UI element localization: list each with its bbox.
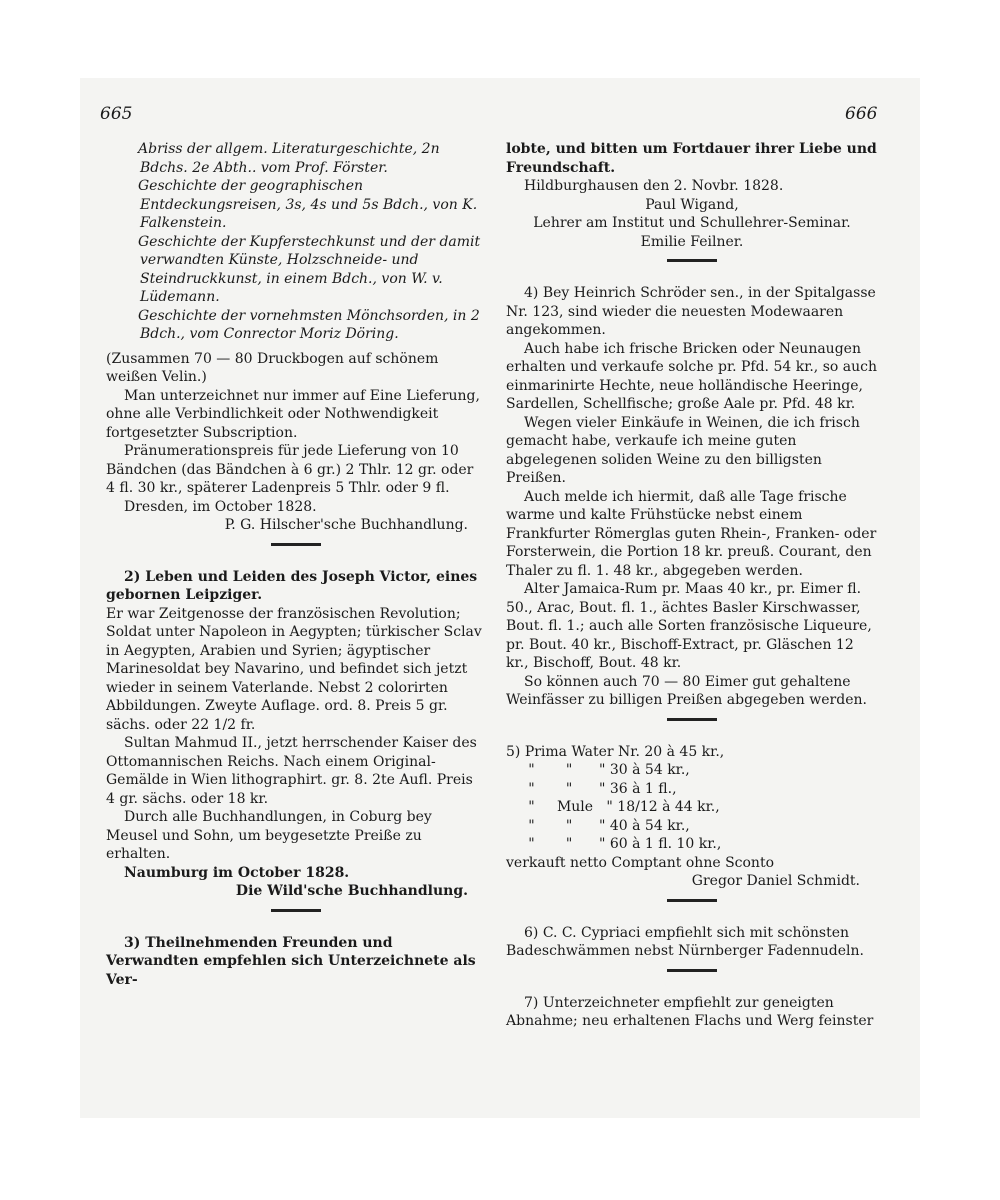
price-row: " " " 40 à 54 kr., [506,817,690,834]
ad-3-text: 3) Theilnehmenden Freunden und Verwandten empfehlen sich Unterzeichnete als Ver- [106,934,476,988]
page-number-left: 665 [100,104,133,124]
ad-4-intro: 4) Bey Heinrich Schröder sen., in der Spitalgasse Nr. 123, sind wieder die neuesten Modewaaren angekommen. [506,285,876,338]
ad-2-title: 2) Leben und Leiden des Joseph Victor, eines gebornen Leipziger. [106,568,478,603]
ad-4-paragraph: Auch habe ich frische Bricken oder Neunaugen erhalten und verkaufe solche pr. Pfd. 54 kr., so auch einmarinirte Hechte, neue holländische Heeringe, Sardellen, Schellfische; große Aale pr. Pfd. 48 kr. [506,340,877,412]
separator-rule [667,718,717,721]
separator-rule [667,899,717,902]
ad-4-paragraph: So können auch 70 — 80 Eimer gut gehaltene Weinfässer zu billigen Preißen abgegeben werden. [506,673,867,708]
publisher-signature: P. G. Hilscher'sche Buchhandlung. [224,517,468,533]
left-column [106,140,486,989]
subscription-note: Man unterzeichnet nur immer auf Eine Lieferung, ohne alle Verbindlichkeit oder Nothwendigkeit fortgesetzter Subscription. [106,387,480,441]
ad-4-paragraph: Wegen vieler Einkäufe in Weinen, die ich frisch gemacht habe, verkaufe ich meine guten abgelegenen soliden Weine zu den billigsten Preißen. [506,414,860,486]
price-row: " " " 30 à 54 kr., [506,762,690,778]
page-number-right: 666 [845,104,878,124]
price-row: " " " 36 à 1 fl., [506,780,677,797]
place-date: Dresden, im October 1828. [124,498,317,515]
separator-rule [667,969,717,972]
ad-3-continuation: lobte, und bitten um Fortdauer ihrer Liebe und Freundschaft. [506,141,877,176]
price-note: Pränumerationspreis für jede Lieferung von 10 Bändchen (das Bändchen à 6 gr.) 2 Thlr. 12 gr. oder 4 fl. 30 kr., späterer Ladenpreis 5 Thlr. oder 9 fl. [106,443,474,496]
ad-4-paragraph: Auch melde ich hiermit, daß alle Tage frische warme und kalte Frühstücke nebst einem Frankfurter Römerglas guten Rhein-, Franken- oder Forsterwein, die Portion 18 kr. preuß. Courant, den Thaler zu fl. 1. 48 kr., abgegeben werden. [506,488,877,579]
ad-5-sale-terms: verkauft netto Comptant ohne Sconto [506,854,774,871]
volume-note: (Zusammen 70 — 80 Druckbogen auf schönem weißen Velin.) [106,350,439,385]
separator-rule [271,543,321,546]
ad-5-seller: Gregor Daniel Schmidt. [691,873,860,889]
ad-3-name-1: Paul Wigand, [645,196,739,213]
price-row: " " " 60 à 1 fl. 10 kr., [506,836,722,852]
separator-rule [271,909,321,912]
ad-7-text: 7) Unterzeichneter empfiehlt zur geneigten Abnahme; neu erhaltenen Flachs und Werg feinster [506,994,874,1029]
ad-2-distribution: Durch alle Buchhandlungen, in Coburg bey Meusel und Sohn, um beygesetzte Preiße zu erhalten. [106,809,432,862]
ad-3-place-date: Hildburghausen den 2. Novbr. 1828. [524,178,784,194]
ad-5-price-list [506,743,878,854]
ad-2-publisher: Die Wild'sche Buchhandlung. [235,883,468,899]
ad-2-place-date: Naumburg im October 1828. [124,864,350,881]
book-entry: Geschichte der Kupferstechkunst und der damit verwandten Künste, Holzschneide- und Steindruckkunst, in einem Bdch., von W. v. Lüdemann. [138,233,481,305]
ad-6-text: 6) C. C. Cypriaci empfiehlt sich mit schönsten Badeschwämmen nebst Nürnberger Fadennudeln. [506,924,864,959]
ad-3-role: Lehrer am Institut und Schullehrer-Seminar. [533,215,851,231]
book-entry: Abriss der allgem. Literaturgeschichte, 2n Bdchs. 2e Abth.. vom Prof. Förster. [138,141,440,176]
ad-4-paragraph: Alter Jamaica-Rum pr. Maas 40 kr., pr. Eimer fl. 50., Arac, Bout. fl. 1., ächtes Basler Kirschwasser, Bout. fl. 1.; auch alle Sorten französische Liqueure, pr. Bout. 40 kr., Bischoff-Extract, pr. Gläschen 12 kr., Bischoff, Bout. 48 kr. [506,581,872,671]
book-entry: Geschichte der vornehmsten Mönchsorden, in 2 Bdch., vom Conrector Moriz Döring. [138,307,480,342]
ad-2-sultan: Sultan Mahmud II., jetzt herrschender Kaiser des Ottomannischen Reichs. Nach einem Original-Gemälde in Wien lithographirt. gr. 8. 2te Aufl. Preis 4 gr. sächs. oder 18 kr. [106,735,477,807]
price-row: " Mule " 18/12 à 44 kr., [506,799,720,815]
right-column [506,140,878,1031]
book-entry: Geschichte der geographischen Entdeckungsreisen, 3s, 4s und 5s Bdch., von K. Falkenstein. [138,178,478,231]
separator-rule [667,259,717,262]
price-row: 5) Prima Water Nr. 20 à 45 kr., [506,743,725,760]
ad-3-name-2: Emilie Feilner. [640,233,744,250]
book-list [106,140,486,344]
ad-2-body: Er war Zeitgenosse der französischen Revolution; Soldat unter Napoleon in Aegypten; türkischer Sclav in Aegypten, Arabien und Syrien; ägyptischer Marinesoldat bey Navarino, und befindet sich jetzt wieder in seinem Vaterlande. Nebst 2 colorirten Abbildungen. Zweyte Auflage. ord. 8. Preis 5 gr. sächs. oder 22 1/2 fr. [106,605,482,733]
